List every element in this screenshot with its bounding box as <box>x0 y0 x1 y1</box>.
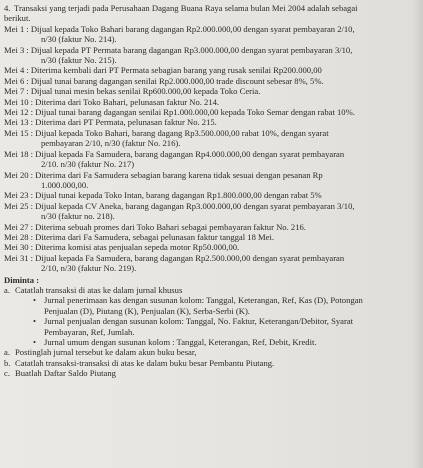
task-letter: a. <box>4 284 10 295</box>
problem-intro-line-1: Transaksi yang terjadi pada Perusahaan Dagang Buana Raya selama bulan Mei 2004 adalah sebagai <box>14 3 358 13</box>
transaction-date: Mei 4 <box>4 65 25 76</box>
journal-bullet-item-continued <box>33 327 414 337</box>
journal-bullet-item-continued <box>33 306 414 316</box>
transaction-description: : Dijual tunai barang dagangan senilai Rp2.000.000,00 trade discount sebesar 8%, 5%. <box>26 75 324 86</box>
task-text: Buatlah Daftar Saldo Piutang <box>15 368 116 379</box>
journal-bullet-text: Jurnal penerimaan kas dengan susunan kolom: Tanggal, Keterangan, Ref, Kas (D), Potongan <box>44 295 363 306</box>
transaction-entry <box>4 117 414 127</box>
transaction-date: Mei 25 <box>4 200 29 211</box>
transaction-date: Mei 3 <box>4 44 25 55</box>
transaction-list <box>4 24 414 274</box>
transaction-description-continued: pembayaran 2/10, n/30 (faktur No. 216). <box>41 138 181 149</box>
journal-bullet-list <box>33 295 414 347</box>
transaction-description: : Diterima komisi atas penjualan sepeda motor Rp50.000,00. <box>30 242 240 253</box>
journal-bullet-text: Jurnal penjualan dengan susunan kolom: Tanggal, No. Faktur, Keterangan/Debitor, Syarat <box>44 316 354 327</box>
transaction-entry <box>4 201 414 211</box>
transaction-date: Mei 20 <box>4 169 29 180</box>
transaction-description: : Diterima sebuah promes dari Toko Bahari sebagai pembayaran faktur No. 216. <box>30 221 306 232</box>
transaction-entry <box>4 170 414 180</box>
transaction-description: : Dijual tunai kepada Toko Intan, barang dagangan Rp1.800.000,00 dengan rabat 5% <box>30 190 322 201</box>
transaction-entry <box>4 24 414 34</box>
transaction-date: Mei 18 <box>4 148 29 159</box>
transaction-date: Mei 30 <box>4 242 29 253</box>
document-content <box>4 3 414 379</box>
task-letter: a. <box>4 347 10 358</box>
transaction-entry <box>4 190 414 200</box>
transaction-entry <box>4 232 414 242</box>
transaction-description: : Dijual kepada Toko Bahari, barang dagang Rp3.500.000,00 rabat 10%, dengan syarat <box>30 127 329 138</box>
transaction-date: Mei 6 <box>4 75 25 86</box>
transaction-description: : Dijual kepada PT Permata barang dagangan Rp3.000.000,00 dengan syarat pembayaran 3/10, <box>26 44 353 55</box>
task-item <box>4 368 414 378</box>
transaction-entry <box>4 149 414 159</box>
journal-bullet-text: Pembayaran, Ref, Jumlah. <box>44 326 135 337</box>
task-item <box>4 347 414 357</box>
transaction-description: : Dijual tunai mesin bekas senilai Rp600.000,00 kepada Toko Ceria. <box>26 86 261 97</box>
transaction-entry <box>4 253 414 263</box>
transaction-date: Mei 13 <box>4 117 29 128</box>
transaction-description-continued: n/30 (faktur No. 215). <box>41 55 117 66</box>
journal-bullet-item <box>33 295 414 305</box>
task-list <box>4 285 414 295</box>
bullet-dot-icon: • <box>33 316 37 327</box>
transaction-date: Mei 7 <box>4 86 25 97</box>
transaction-description: : Dijual kepada Fa Samudera, barang dagangan Rp2.500.000,00 dengan syarat pembayaran <box>30 252 345 263</box>
task-letter: c. <box>4 368 10 379</box>
bullet-dot-icon: • <box>33 295 37 306</box>
transaction-entry <box>4 242 414 252</box>
transaction-date: Mei 23 <box>4 190 29 201</box>
transaction-description: : Diterima kembali dari PT Permata sebagian barang yang rusak senilai Rp200.000,00 <box>26 65 322 76</box>
transaction-entry <box>4 97 414 107</box>
transaction-description: : Dijual tunai barang dagangan senilai Rp1.000.000,00 kepada Toko Semar dengan rabat 10%. <box>30 107 355 118</box>
transaction-date: Mei 1 <box>4 23 25 34</box>
transaction-description-continued: 2/10, n/30 (faktur No. 219). <box>41 263 137 274</box>
task-letter: b. <box>4 357 11 368</box>
transaction-date: Mei 27 <box>4 221 29 232</box>
journal-bullet-text: Penjualan (D), Piutang (K), Penjualan (K), Serba-Serbi (K). <box>44 305 250 316</box>
transaction-description: : Dijual kepada CV Aneka, barang dagangan Rp3.000.000,00 dengan syarat pembayaran 3/10, <box>30 200 355 211</box>
transaction-date: Mei 12 <box>4 107 29 118</box>
transaction-entry <box>4 222 414 232</box>
transaction-date: Mei 28 <box>4 231 29 242</box>
bullet-dot-icon: • <box>33 337 37 347</box>
task-item <box>4 358 414 368</box>
transaction-description: : Dijual kepada Toko Bahari barang dagangan Rp2.000.000,00 dengan syarat pembayaran 2/10, <box>26 23 355 34</box>
transaction-description: : Diterima dari PT Permata, pelunasan faktur No. 215. <box>30 117 217 128</box>
transaction-date: Mei 31 <box>4 252 29 263</box>
problem-number: 4. <box>4 3 11 13</box>
transaction-description: : Diterima dari Toko Bahari, pelunasan faktur No. 214. <box>30 96 220 107</box>
transaction-entry <box>4 76 414 86</box>
transaction-date: Mei 15 <box>4 127 29 138</box>
transaction-description: : Dijual kepada Fa Samudera, barang dagangan Rp4.000.000,00 dengan syarat pembayaran <box>30 148 345 159</box>
task-item <box>4 285 414 295</box>
problem-heading <box>4 3 414 13</box>
journal-bullet-item <box>33 316 414 326</box>
transaction-date: Mei 10 <box>4 96 29 107</box>
transaction-description-continued: 2/10. n/30 (faktur No. 217) <box>41 159 135 170</box>
transaction-description: : Diterima dari Fa Samudera, sebagai pelunasan faktur tanggal 18 Mei. <box>30 231 275 242</box>
transaction-entry <box>4 65 414 75</box>
task-text: Postinglah jurnal tersebut ke dalam akun buku besar, <box>15 347 197 358</box>
diminta-heading: Diminta : <box>4 274 40 285</box>
transaction-description: : Diterima dari Fa Samudera sebagian barang karena tidak sesuai dengan pesanan Rp <box>30 169 323 180</box>
transaction-entry <box>4 107 414 117</box>
task-text: Catatlah transaksi-transaksi di atas ke dalam buku besar Pembantu Piutang. <box>15 357 275 368</box>
transaction-description-continued: 1.000.000,00. <box>41 179 89 190</box>
journal-bullet-text: Jurnal umum dengan susunan kolom : Tanggal, Keterangan, Ref, Debit, Kredit. <box>44 337 317 347</box>
transaction-description-continued: n/30 (faktur No. 214). <box>41 34 117 45</box>
transaction-entry <box>4 45 414 55</box>
page-edge-shadow <box>413 0 423 468</box>
task-text: Catatlah transaksi di atas ke dalam jurnal khusus <box>15 284 183 295</box>
task-list-continued <box>4 347 414 378</box>
transaction-entry <box>4 86 414 96</box>
journal-bullet-item <box>33 337 414 347</box>
transaction-entry <box>4 128 414 138</box>
transaction-description-continued: n/30 (faktur no. 218). <box>41 211 115 222</box>
problem-intro-line-2: berikut. <box>4 13 31 24</box>
